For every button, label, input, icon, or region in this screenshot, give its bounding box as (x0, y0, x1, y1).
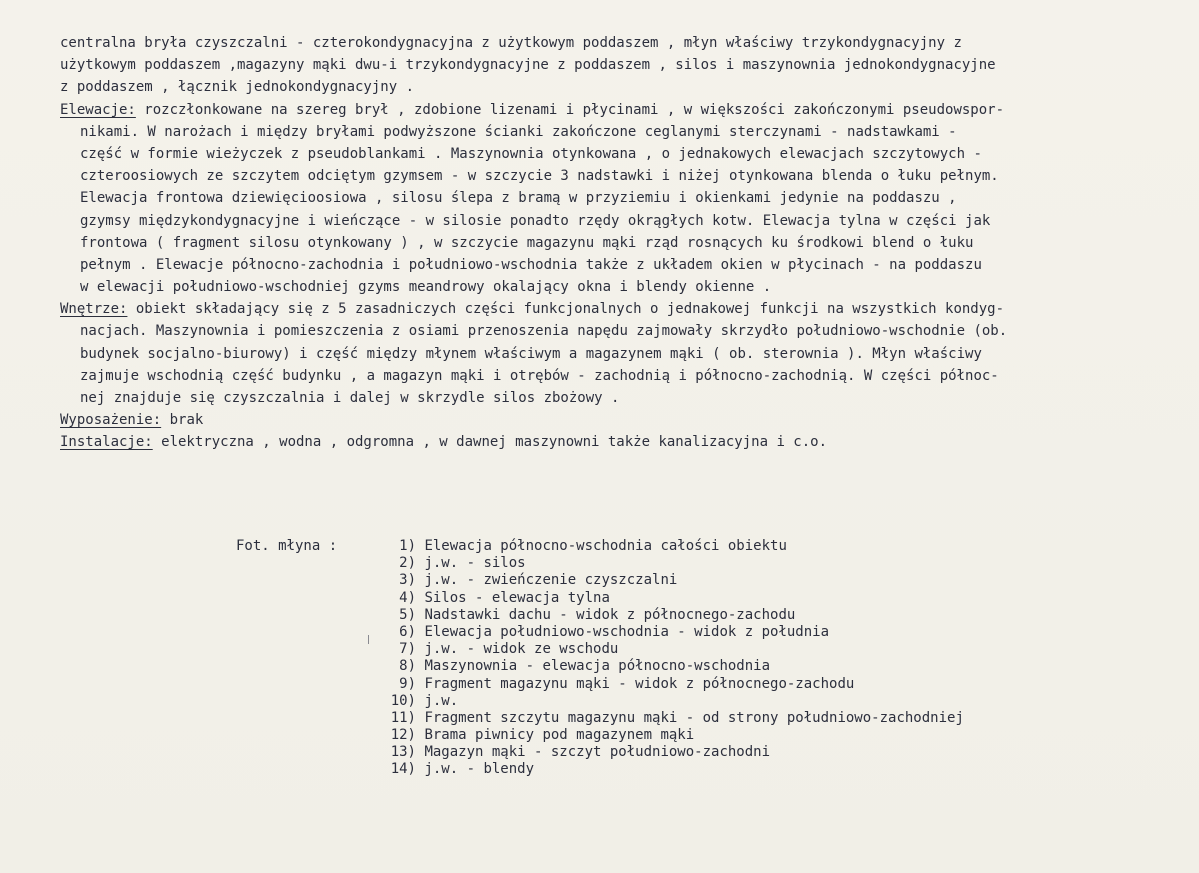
section-line: budynek socjalno-biurowy) i część między młynem właściwym a magazynem mąki ( ob. sterownia ). Młyn właściwy (80, 345, 982, 362)
section-line: Elewacja frontowa dziewięcioosiowa , silosu ślepa z bramą w przyziemiu i okienkami jedynie na poddaszu , (80, 190, 957, 207)
photo-item: 5) Nadstawki dachu - widok z północnego-zachodu (399, 606, 796, 623)
section-instalacje-line: Instalacje: elektryczna , wodna , odgromna , w dawnej maszynowni także kanalizacyjna i c.o. (60, 434, 828, 451)
photo-item: 14) j.w. - blendy (390, 761, 535, 778)
section-wyposazenie-line: Wyposażenie: brak (60, 412, 204, 429)
photo-item: 4) Silos - elewacja tylna (399, 589, 610, 606)
section-elewacje-line: Elewacje: rozczłonkowane na szereg brył , zdobione lizenami i płycinami , w większości zakończonymi pseudowspor- (60, 101, 1005, 118)
photo-item: 7) j.w. - widok ze wschodu (399, 641, 619, 658)
photo-list (368, 538, 964, 779)
margin-mark (368, 635, 369, 644)
photo-list-heading: Fot. młyna : (236, 538, 338, 554)
section-line: pełnym . Elewacje północno-zachodnia i południowo-wschodnia także z układem okien w płycinach - na poddaszu (80, 256, 982, 273)
photo-item: 11) Fragment szczytu magazynu mąki - od strony południowo-zachodniej (390, 709, 964, 726)
section-heading-instalacje: Instalacje: (60, 434, 153, 451)
section-line: gzymsy międzykondygnacyjne i wieńczące - w silosie ponadto rzędy okrągłych kotw. Elewacja tylna w części jak (80, 212, 991, 229)
section-heading-wnetrze: Wnętrze: (60, 301, 128, 318)
photo-item: 9) Fragment magazynu mąki - widok z północnego-zachodu (399, 675, 855, 692)
section-line: nikami. W narożach i między bryłami podwyższone ścianki zakończone ceglanymi sterczynami - nadstawkami - (80, 123, 957, 140)
photo-item: 10) j.w. (390, 692, 459, 709)
section-line: frontowa ( fragment silosu otynkowany ) , w szczycie magazynu mąki rząd rosnących ku środkowi blend o łuku (80, 234, 974, 251)
section-line: czteroosiowych ze szczytem odciętym gzymsem - w szczycie 3 nadstawki i niżej otynkowana blenda o łuku pełnym. (80, 168, 999, 185)
body-line: użytkowym poddaszem ,magazyny mąki dwu-i trzykondygnacyjne z poddaszem , silos i maszynownia jednokondygnacyjne (60, 57, 996, 74)
section-wnetrze-line: Wnętrze: obiekt składający się z 5 zasadniczych części funkcjonalnych o jednakowej funkcji na wszystkich kondyg- (60, 301, 1005, 318)
photo-item: 2) j.w. - silos (399, 555, 526, 572)
photo-item: 13) Magazyn mąki - szczyt południowo-zachodni (390, 744, 771, 761)
photo-item: 8) Maszynownia - elewacja północno-wschodnia (399, 658, 771, 675)
section-heading-elewacje: Elewacje: (60, 101, 136, 118)
photo-item: 1) Elewacja północno-wschodnia całości obiektu (399, 538, 787, 554)
section-line: część w formie wieżyczek z pseudoblankami . Maszynownia otynkowana , o jednakowych elewacjach szczytowych - (80, 145, 982, 162)
body-line: z poddaszem , łącznik jednokondygnacyjny . (60, 79, 415, 96)
photo-item: 6) Elewacja południowo-wschodnia - widok z południa (399, 623, 830, 640)
section-line: nej znajduje się czyszczalnia i dalej w skrzydle silos zbożowy . (80, 390, 620, 406)
description-text (60, 32, 1190, 454)
photo-item: 3) j.w. - zwieńczenie czyszczalni (399, 572, 678, 589)
section-line: w elewacji południowo-wschodniej gzyms meandrowy okalający okna i blendy okienne . (80, 279, 772, 296)
section-line: zajmuje wschodnią część budynku , a magazyn mąki i otrębów - zachodnią i północno-zachodnią. W części północ- (80, 367, 999, 384)
section-heading-wyposazenie: Wyposażenie: (60, 412, 162, 429)
body-line: centralna bryła czyszczalni - czterokondygnacyjna z użytkowym poddaszem , młyn właściwy trzykondygnacyjny z (60, 35, 962, 51)
photo-item: 12) Brama piwnicy pod magazynem mąki (390, 727, 695, 744)
section-line: nacjach. Maszynownia i pomieszczenia z osiami przenoszenia napędu zajmowały skrzydło południowo-wschodnie (ob. (80, 323, 1008, 340)
